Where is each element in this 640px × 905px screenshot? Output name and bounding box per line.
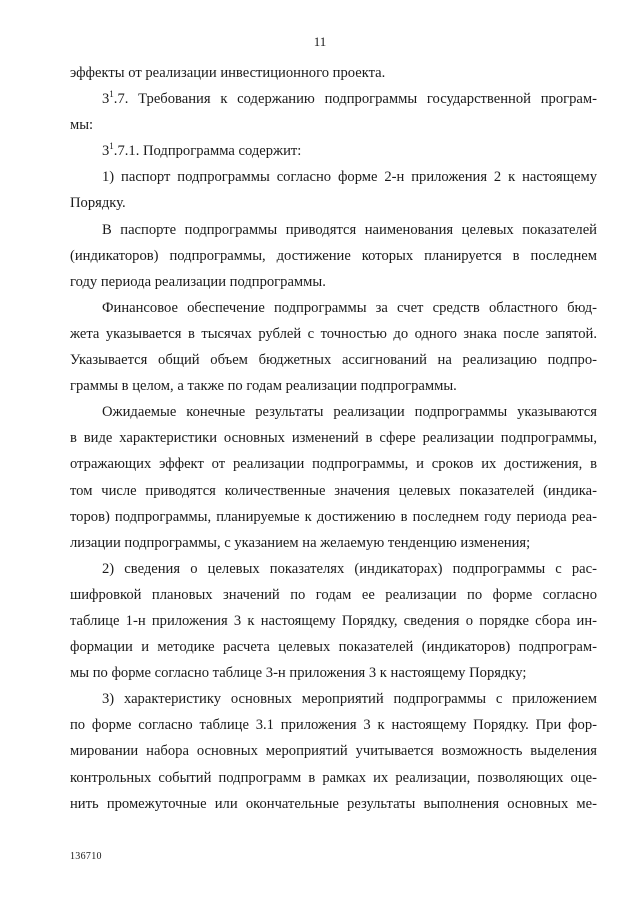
text-line: жета указывается в тысячах рублей с точностью до одного знака после запятой.: [70, 325, 597, 342]
document-code: 136710: [70, 851, 102, 862]
text-line: по форме согласно таблице 3.1 приложения 3 к настоящему Порядку. При фор-: [70, 717, 597, 734]
text-line: Ожидаемые конечные результаты реализации подпрограммы указываются: [102, 404, 597, 421]
text-line: торов) подпрограммы, планируемые к достижению в последнем году периода реа-: [70, 508, 597, 525]
page-number: 11: [313, 34, 327, 49]
text-line: формации и методике расчета целевых показателей (индикаторов) подпрограм-: [70, 639, 597, 656]
text-line: таблице 1-н приложения 3 к настоящему Порядку, сведения о порядке сбора ин-: [70, 612, 597, 629]
text-line: В паспорте подпрограммы приводятся наименования целевых показателей: [102, 221, 597, 238]
text-line: отражающих эффект от реализации подпрограммы, и сроков их достижения, в: [70, 456, 597, 473]
text-line: лизации подпрограммы, с указанием на желаемую тенденцию изменения;: [70, 534, 531, 551]
text-line: 2) сведения о целевых показателях (индикаторах) подпрограммы с рас-: [102, 560, 597, 577]
text-line: Порядку.: [70, 195, 126, 212]
text-line: том числе приводятся количественные значения целевых показателей (индика-: [70, 482, 597, 499]
text-line: нить промежуточные или окончательные результаты выполнения основных ме-: [70, 795, 597, 812]
text-line: эффекты от реализации инвестиционного проекта.: [70, 65, 386, 81]
text-line: Финансовое обеспечение подпрограммы за счет средств областного бюд-: [102, 299, 597, 316]
body-text: [70, 60, 597, 817]
text-line: году периода реализации подпрограммы.: [70, 273, 326, 290]
text-line: шифровкой плановых значений по годам ее реализации по форме согласно: [70, 586, 597, 603]
text-line: мировании набора основных мероприятий учитывается возможность выделения: [70, 743, 597, 760]
text-line: контрольных событий подпрограмм в рамках их реализации, позволяющих оце-: [70, 769, 597, 786]
text-line: мы по форме согласно таблице 3-н приложения 3 к настоящему Порядку;: [70, 665, 527, 682]
text-line: граммы в целом, а также по годам реализации подпрограммы.: [70, 378, 457, 395]
text-line: в виде характеристики основных изменений в сфере реализации подпрограммы,: [70, 430, 597, 447]
text-line: Указывается общий объем бюджетных ассигнований на реализацию подпро-: [70, 352, 597, 369]
section-heading-3-1-7-1: $3^1.7.1$. Подпрограмма содержит:: [102, 141, 302, 160]
text-line: (индикаторов) подпрограммы, достижение которых планируется в последнем: [70, 247, 597, 264]
text-line: 3) характеристику основных мероприятий подпрограммы с приложением: [102, 691, 597, 708]
text-line: 1) паспорт подпрограммы согласно форме 2-н приложения 2 к настоящему: [102, 169, 597, 186]
section-heading-3-1-7: $3^1.7$. Требования к содержанию подпрограммы государственной програм-: [102, 89, 597, 108]
text-line: мы:: [70, 117, 94, 134]
